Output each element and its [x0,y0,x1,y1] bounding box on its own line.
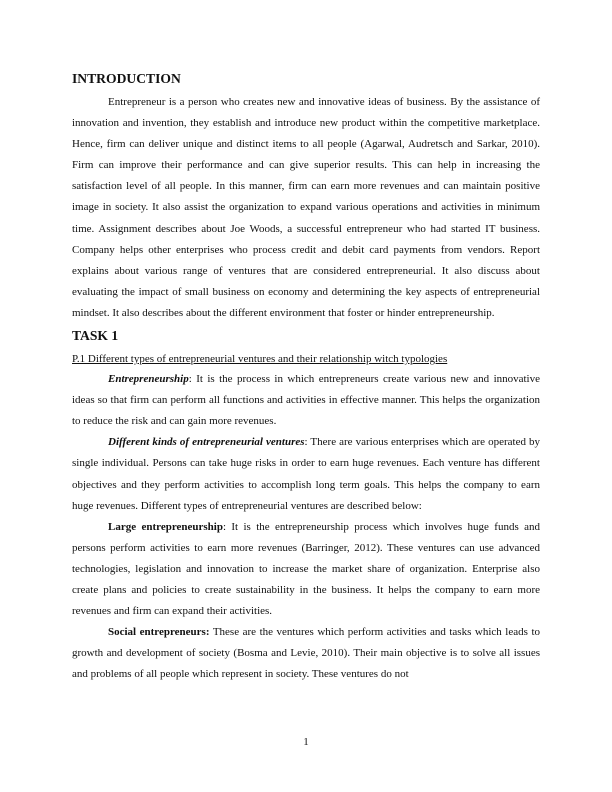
large-text: : It is the entrepreneurship process which involves huge funds and persons perform activities to earn more revenues (Barringer, 2012). These ventures can use advanced technologies, legislation and innovation to increase the market share of organization. Enterprise also create plans and policies to create sustainability in the business. It helps the company to earn more revenues and firm can expand their activities. [72,520,540,618]
social-text: These are the ventures which perform activities and tasks which leads to growth and development of society (Bosma and Levie, 2010). Their main objective is to solve all issues and problems of all people which represent in society. These ventures do not [72,626,540,681]
kinds-term: Different kinds of entrepreneurial ventures [108,436,305,449]
large-term: Large entrepreneurship [108,520,223,533]
page-number: 1 [303,736,309,748]
task1-heading: TASK 1 [72,328,119,344]
social-paragraph [72,622,540,685]
entrepreneurship-paragraph [72,369,540,432]
introduction-paragraph: Entrepreneur is a person who creates new and innovative ideas of business. By the assistance of innovation and invention, they establish and introduce new product within the competitive marketplace. Hence, firm can deliver unique and distinct items to all people (Agarwal, Audretsch and Sarkar, 2010). Firm can improve their performance and can give superior results. This can help in increasing the satisfaction level of all people. In this manner, firm can earn more revenues and can maintain positive image in society. It also assist the organization to expand various operations and activities in minimum time. Assignment describes about Joe Woods, a successful entrepreneur who had started IT business. Company helps other enterprises who process credit and debit card payments from vendors. Report explains about various range of ventures that are considered entrepreneurial. It also discuss about evaluating the impact of small business on economy and determining the key aspects of entrepreneurial mindset. It also describes about the different environment that foster or hinder entrepreneurship. [72,96,540,319]
entrepreneurship-term: Entrepreneurship [108,373,189,386]
kinds-paragraph [72,432,540,516]
page-content [72,70,540,685]
social-term: Social entrepreneurs: [108,626,210,639]
task1-subheading: P.1 Different types of entrepreneurial ventures and their relationship witch typologies [72,353,448,366]
kinds-text: : There are various enterprises which are operated by single individual. Persons can take huge risks in order to earn huge revenues. Each venture has different objectives and they perform activities to accomplish long term goals. This helps the company to earn huge revenues. Different types of entrepreneurial ventures are described below: [72,436,541,512]
large-paragraph [72,517,540,622]
entrepreneurship-text: : It is the process in which entrepreneurs create various new and innovative ideas so that firm can perform all functions and activities in effective manner. This helps the organization to reduce the risk and can gain more revenues. [72,373,540,428]
introduction-heading: INTRODUCTION [72,71,181,86]
